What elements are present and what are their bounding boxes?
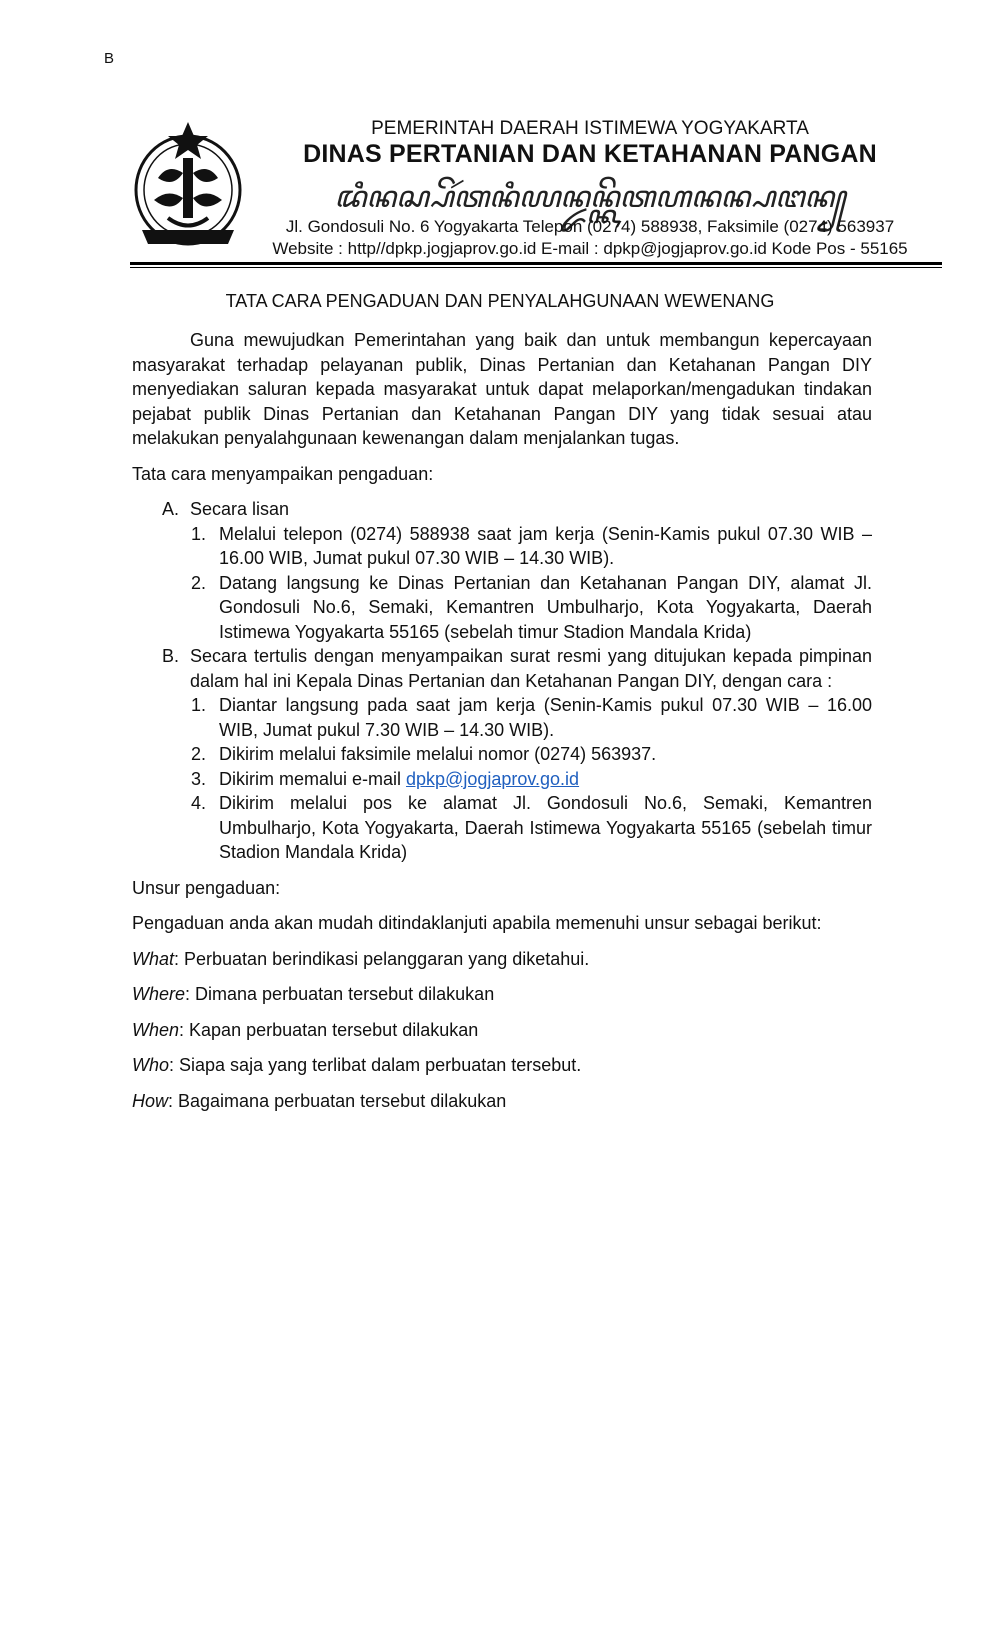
element-term: What — [132, 948, 175, 969]
element-text: : Siapa saja yang terlibat dalam perbuatan tersebut. — [169, 1055, 582, 1075]
list-item-text: Datang langsung ke Dinas Pertanian dan Ketahanan Pangan DIY, alamat Jl. Gondosuli No.6, Semaki, Kemantren Umbulharjo, Kota Yogyakarta, Daerah Istimewa Yogyakarta 55165 (sebelah timur Stadion Mandala Krida) — [219, 572, 872, 642]
letterhead-javanese-script: ꦢꦶꦤꦱ꧀ꦥꦼꦂꦠꦤꦶꦪꦤ꧀ꦢꦤ꧀ꦏꦼꦠꦲꦤꦤ꧀ꦥꦔꦤ꧀ — [334, 180, 846, 215]
document-title: TATA CARA PENGADUAN DAN PENYALAHGUNAAN WEWENANG — [225, 291, 775, 311]
element-term: Where — [132, 984, 186, 1004]
element-text: : Bagaimana perbuatan tersebut dilakukan — [168, 1090, 507, 1111]
element-how — [132, 1089, 872, 1114]
list-item-text: Melalui telepon (0274) 588938 saat jam kerja (Senin-Kamis pukul 07.30 WIB – 16.00 WIB, Jumat pukul 07.30 WIB – 14.30 WIB). — [219, 523, 872, 568]
email-link[interactable]: dpkp@jogjaprov.go.id — [406, 768, 580, 789]
list-marker: 4. — [191, 793, 207, 813]
method-label: Secara lisan — [190, 499, 290, 519]
procedure-heading: Tata cara menyampaikan pengaduan: — [132, 463, 434, 484]
list-marker: 2. — [191, 744, 207, 764]
list-item-text: Dikirim melalui pos ke alamat Jl. Gondosuli No.6, Semaki, Kemantren Umbulharjo, Kota Yogyakarta, Daerah Istimewa Yogyakarta 55165 (sebelah timur Stadion Mandala Krida) — [219, 793, 872, 862]
letterhead-contact: Website : http//dpkp.jogjaprov.go.id E-mail : dpkp@jogjaprov.go.id Kode Pos - 55165 — [272, 239, 908, 258]
list-item — [132, 791, 872, 865]
list-marker: A. — [162, 499, 180, 519]
element-text: : Kapan perbuatan tersebut dilakukan — [179, 1019, 479, 1040]
letterhead-agency-name: DINAS PERTANIAN DAN KETAHANAN PANGAN — [303, 140, 877, 168]
list-item — [132, 693, 872, 742]
element-text: : Dimana perbuatan tersebut dilakukan — [185, 984, 495, 1004]
element-who — [132, 1053, 872, 1078]
list-item-text: Diantar langsung pada saat jam kerja (Senin-Kamis pukul 07.30 WIB – 16.00 WIB, Jumat pukul 7.30 WIB – 14.30 WIB). — [219, 695, 872, 740]
list-marker: 1. — [191, 695, 207, 715]
method-written — [132, 644, 872, 693]
letterhead-address: Jl. Gondosuli No. 6 Yogyakarta Telepon (0274) 588938, Faksimile (0274) 563937 — [285, 217, 895, 236]
list-item-text: Dikirim memalui e-mail — [219, 768, 407, 789]
element-term: When — [132, 1019, 180, 1040]
intro-paragraph: Guna mewujudkan Pemerintahan yang baik dan untuk membangun kepercayaan masyarakat terhadap pelayanan publik, Dinas Pertanian dan Ketahanan Pangan DIY menyediakan saluran kepada masyarakat untuk dapat melaporkan/mengadukan tindakan pejabat publik Dinas Pertanian dan Ketahanan Pangan DIY yang tidak sesuai atau melakukan penyalahgunaan kewenangan dalam menjalankan tugas. — [132, 330, 872, 448]
elements-heading: Unsur pengaduan: — [132, 877, 281, 898]
elements-intro: Pengaduan anda akan mudah ditindaklanjuti apabila memenuhi unsur sebagai berikut: — [132, 913, 822, 933]
letterhead-government-name: PEMERINTAH DAERAH ISTIMEWA YOGYAKARTA — [371, 118, 809, 139]
list-item — [132, 742, 872, 767]
letterhead-divider — [130, 262, 942, 265]
page-corner-mark: B — [104, 50, 115, 67]
list-item — [132, 522, 872, 571]
letterhead-divider-thin — [130, 267, 942, 268]
list-item — [132, 767, 872, 792]
element-what — [132, 947, 872, 972]
element-where — [132, 982, 872, 1007]
list-marker: 3. — [191, 768, 207, 789]
element-term: Who — [132, 1055, 170, 1075]
complaint-methods-list — [132, 497, 872, 865]
list-marker: B. — [162, 646, 180, 666]
element-term: How — [132, 1090, 169, 1111]
element-text: : Perbuatan berindikasi pelanggaran yang diketahui. — [174, 948, 590, 969]
list-marker: 1. — [191, 523, 207, 544]
element-when — [132, 1018, 872, 1043]
list-item — [132, 571, 872, 645]
method-label: Secara tertulis dengan menyampaikan surat resmi yang ditujukan kepada pimpinan dalam hal ini Kepala Dinas Pertanian dan Ketahanan Pangan DIY, dengan cara : — [190, 646, 872, 691]
daerah-istimewa-yogyakarta-emblem-icon — [128, 118, 248, 250]
method-oral — [132, 497, 872, 522]
list-item-text: Dikirim melalui faksimile melalui nomor (0274) 563937. — [219, 744, 657, 764]
list-marker: 2. — [191, 572, 207, 593]
document-body — [132, 328, 872, 1124]
